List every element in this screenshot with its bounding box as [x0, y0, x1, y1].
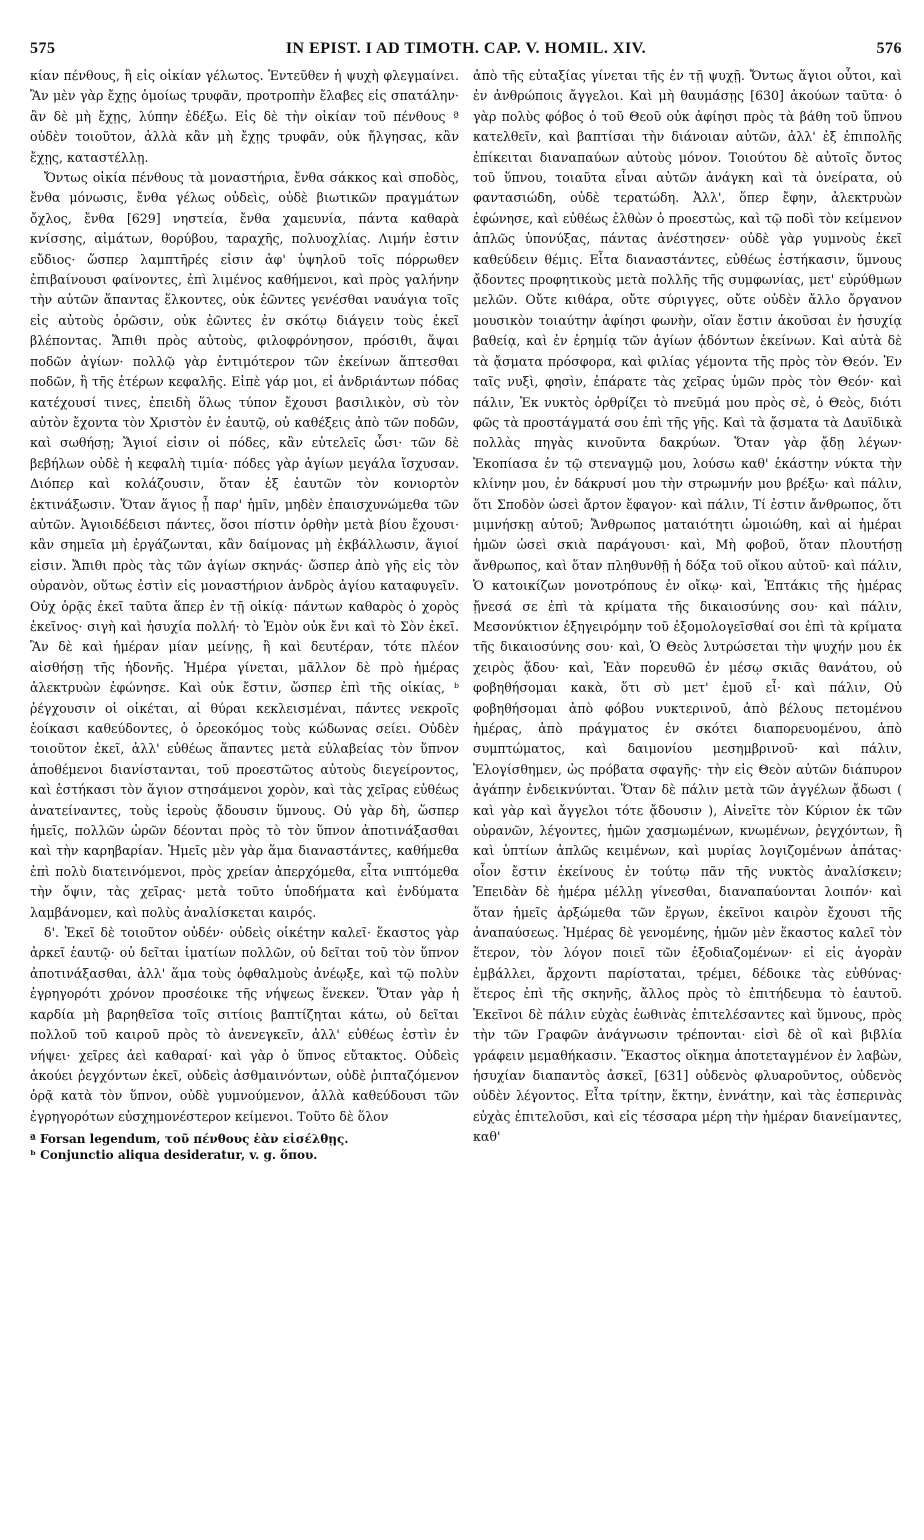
left-paragraph-1: κίαν πένθους, ἢ εἰς οἰκίαν γέλωτος. Ἐντεῦθεν ἡ ψυχὴ φλεγμαίνει. Ἂν μὲν γὰρ ἔχῃς ὁμοίως τρυφᾶν, προτροπὴν ἔλαβες εἰς σπατάλην· ἂν δὲ μὴ ἔχῃς, λύπην ἐδέξω. Εἰς δὲ τὴν οἰκίαν τοῦ πένθους ª οὐδὲν τοιοῦτον, ἀλλὰ κἂν μὴ ἔχῃς τρυφᾶν, οὐκ ἤλγησας, κἂν ἔχῃς, καταστέλλῃ. [30, 68, 459, 165]
page-number-left: 575 [30, 40, 56, 57]
page-number-right: 576 [876, 40, 902, 57]
right-paragraph-1: ἀπὸ τῆς εὐταξίας γίνεται τῆς ἐν τῇ ψυχῇ. Ὄντως ἅγιοι οὗτοι, καὶ ἐν ἀνθρώποις ἄγγελοι. Καὶ μὴ θαυμάσῃς [630] ἀκούων ταῦτα· ὁ γὰρ πολὺς φόβος ὁ τοῦ Θεοῦ οὐκ ἀφίησι πρὸς τὰ βάθη τοῦ ὕπνου κατελθεῖν, καὶ βαπτίσαι τὴν διάνοιαν αὐτῶν, ἀλλ' ἐξ ἐπιπολῆς ἐπίκειται διαναπαύων αὐτοὺς μόνον. Τοιούτου δὲ αὐτοῖς ὄντος τοῦ ὕπνου, τοιαῦτα εἶναι αὐτῶν ἀνάγκη καὶ τὰ ὀνείρατα, οὐ φαντασιώδη, οὐδὲ τερατώδη. Ἀλλ', ὅπερ ἔφην, ἀλεκτρυὼν ἐφώνησε, καὶ εὐθέως ἐλθὼν ὁ προεστὼς, καὶ τῷ ποδὶ τὸν κείμενον ἁπλῶς ὑπονύξας, πάντας ἀνέστησεν· οὐδὲ γὰρ γυμνοὺς ἐκεῖ καθεύδειν θέμις. Εἶτα διαναστάντες, εὐθέως ἑστήκασιν, ὕμνους ᾄδοντες προφητικοὺς μετὰ πολλῆς τῆς συμφωνίας, μετ' εὐρύθμων μελῶν. Οὔτε κιθάρα, οὔτε σύριγγες, οὔτε οὐδὲν ἄλλο ὄργανον μουσικὸν τοιαύτην ἀφίησι φωνὴν, οἵαν ἔστιν ἀκοῦσαι ἐν ἡσυχίᾳ βαθείᾳ, καὶ ἐν ἐρημίᾳ τῶν ἁγίων ᾀδόντων ἐκείνων. Καὶ αὐτὰ δὲ τὰ ᾄσματα πρόσφορα, καὶ φιλίας γέμοντα τῆς πρὸς τὸν Θεόν. Ἐν ταῖς νυξὶ, φησὶν, ἐπάρατε τὰς χεῖρας ὑμῶν πρὸς τὸν Θεόν· καὶ πάλιν, Ἐκ νυκτὸς ὀρθρίζει τὸ πνεῦμά μου πρὸς σὲ, ὁ Θεὸς, διότι φῶς τὰ προστάγματά σου ἐπὶ τῆς γῆς. Καὶ τὰ ᾄσματα τὰ Δαυϊδικὰ πολλὰς πηγὰς κινοῦντα δακρύων. Ὅταν γὰρ ᾄδῃ λέγων· Ἐκοπίασα ἐν τῷ στεναγμῷ μου, λούσω καθ' ἑκάστην νύκτα τὴν κλίνην μου, ἐν δάκρυσί μου τὴν στρωμνήν μου βρέξω· καὶ πάλιν, ὅτι Σποδὸν ὡσεὶ ἄρτον ἔφαγον· καὶ πάλιν, Τί ἐστιν ἄνθρωπος, ὅτι μιμνήσκῃ αὐτοῦ; Ἄνθρωπος ματαιότητι ὡμοιώθη, καὶ αἱ ἡμέραι ἡμῶν ὡσεὶ σκιὰ παράγουσι· καὶ, Μὴ φοβοῦ, ὅταν πλουτήσῃ ἄνθρωπος, καὶ ὅταν πληθυνθῇ ἡ δόξα τοῦ οἴκου αὐτοῦ· καὶ πάλιν, Ὁ κατοικίζων μονοτρόπους ἐν οἴκῳ· καὶ, Ἑπτάκις τῆς ἡμέρας ᾔνεσά σε ἐπὶ τὰ κρίματα τῆς δικαιοσύνης σου· καὶ πάλιν, Μεσονύκτιον ἐξηγειρόμην τοῦ ἐξομολογεῖσθαί σοι ἐπὶ τὰ κρίματα τῆς δικαιοσύνης σου· καὶ, Ὁ Θεὸς λυτρώσεται τὴν ψυχήν μου ἐκ χειρὸς ᾅδου· καὶ, Ἐὰν πορευθῶ ἐν μέσῳ σκιᾶς θανάτου, οὐ φοβηθήσομαι κακὰ, ὅτι σὺ μετ' ἐμοῦ εἶ· καὶ πάλιν, Οὐ φοβηθήσομαι ἀπὸ φόβου νυκτερινοῦ, ἀπὸ βέλους πετομένου ἡμέρας, ἀπὸ πράγματος ἐν σκότει διαπορευομένου, ἀπὸ συμπτώματος, καὶ δαιμονίου μεσημβρινοῦ· καὶ πάλιν, Ἐλογίσθημεν, ὡς πρόβατα σφαγῆς· τὴν εἰς Θεὸν αὐτῶν διάπυρον ἀγάπην ἐνδεικνύνται. Ὅταν δὲ πάλιν μετὰ τῶν ἀγγέλων ᾄδωσι ( καὶ γὰρ καὶ ἄγγελοι τότε ᾄδουσιν ), Αἰνεῖτε τὸν Κύριον ἐκ τῶν οὐρανῶν, λέγοντες, ἡμῶν χασμωμένων, κνωμένων, ῥεγχόντων, ἢ καὶ ὑπτίων ἁπλῶς κειμένων, καὶ μυρίας λογιζομένων ἀπάτας· οἷον ἔστιν ἐκείνους ἐν τούτῳ πᾶν τῆς νυκτὸς ἀναλίσκειν; Ἐπειδὰν δὲ ἡμέρα μέλλῃ γίνεσθαι, διαναπαύονται λοιπόν· καὶ ὅταν ἡμεῖς ἀρξώμεθα τῶν ἔργων, ἐκεῖνοι καιρὸν ἔχουσι τῆς ἀναπαύσεως. Ἡμέρας δὲ γενομένης, ἡμῶν μὲν ἕκαστος καλεῖ τὸν ἕτερον, τὸν λόγον ποιεῖ τῶν ἐξοδιαζομένων· εἰ εἰς ἀγορὰν ἐμβάλλει, ἄρχοντι παρίσταται, τρέμει, δέδοικε τὰς εὐθύνας· ἕτερος ἐπὶ τῆς σκηνῆς, ἄλλος πρὸς τὸ ἐπιτήδευμα τὸ ἑαυτοῦ. Ἐκεῖνοι δὲ πάλιν εὐχὰς ἑωθινὰς ἐπιτελέσαντες καὶ ὕμνους, πρὸς τὴν τῶν Γραφῶν ἀνάγνωσιν τρέπονται· εἰσὶ δὲ οἳ καὶ βιβλία γράφειν μεμαθήκασιν. Ἕκαστος οἴκημα ἀποτεταγμένον ἐν λαβὼν, ἡσυχίαν διαπαντὸς ἀσκεῖ, [631] οὐδενὸς φλυαροῦντος, οὐδενὸς οὐδὲν λέγοντος. Εἶτα τρίτην, ἕκτην, ἐννάτην, καὶ τὰς ἑσπερινὰς εὐχὰς ἐπιτελοῦσι, καὶ εἰς τέσσαρα μέρη τὴν ἡμέραν διανείμαντες, καθ' [473, 68, 902, 1145]
running-title: IN EPIST. I AD TIMOTH. CAP. V. HOMIL. XIV. [285, 40, 647, 57]
running-header [30, 40, 902, 58]
left-column [30, 66, 459, 1521]
footnotes [30, 1131, 459, 1163]
right-column [473, 66, 902, 1521]
footnote-a: ª Forsan legendum, τοῦ πένθους ἐὰν εἰσέλθῃς. [30, 1132, 349, 1147]
left-paragraph-3: δ'. Ἐκεῖ δὲ τοιοῦτον οὐδέν· οὐδεὶς οἰκέτην καλεῖ· ἕκαστος γὰρ ἀρκεῖ ἑαυτῷ· οὐ δεῖται ἱματίων πολλῶν, οὐ δεῖται τοῦ τὸν ὕπνον ἀποτινάξασθαι, ἀλλ' ἅμα τοὺς ὀφθαλμοὺς ἀνέῳξε, καὶ τῷ πολὺν ἐγρηγορότι χρόνον προσέοικε τῆς νήψεως ἕνεκεν. Ὅταν γὰρ ἡ καρδία μὴ βαρηθεῖσα τοῖς σιτίοις βαπτίζηται κάτω, οὐ δεῖται πολλοῦ τοῦ καιροῦ πρὸς τὸ ἀνενεγκεῖν, ἀλλ' εὐθέως ἐστὶν ἐν νήψει· χεῖρες ἀεὶ καθαραί· καὶ γὰρ ὁ ὕπνος εὔτακτος. Οὐδεὶς ἀκούει ῥεγχόντων ἐκεῖ, οὐδεὶς ἀσθμαινόντων, οὐδὲ ῥιπταζόμενον ὁρᾷ κατὰ τὸν ὕπνον, οὐδὲ γυμνούμενον, ἀλλὰ καθεύδουσι τῶν ἐγρηγορότων εὐσχημονέστερον κείμενοι. Τοῦτο δὲ ὅλον [30, 925, 459, 1124]
text-columns [30, 66, 902, 1521]
footnote-b: ᵇ Conjunctio aliqua desideratur, v. g. ὅπου. [30, 1148, 318, 1163]
left-paragraph-2: Ὄντως οἰκία πένθους τὰ μοναστήρια, ἔνθα σάκκος καὶ σποδὸς, ἔνθα μόνωσις, ἔνθα γέλως οὐδεὶς, οὐδὲ βιωτικῶν πραγμάτων ὄχλος, ἔνθα [629] νηστεία, ἔνθα χαμευνία, πάντα καθαρὰ κνίσσης, αἱμάτων, θορύβου, ταραχῆς, πολυοχλίας. Λιμήν ἐστιν εὔδιος· ὥσπερ λαμπτῆρές εἰσιν ἀφ' ὑψηλοῦ τοῖς πόρρωθεν ἐπιβαίνουσι φαίνοντες, ἐπὶ λιμένος καθήμενοι, καὶ πρὸς γαλήνην τὴν αὐτῶν ἅπαντας ἕλκοντες, οὐκ ἐῶντες γενέσθαι ναυάγια τοῖς εἰς αὐτοὺς ὁρῶσιν, οὐκ ἐῶντες ἐν σκότῳ διάγειν τοὺς ἐκεῖ βλέποντας. Ἄπιθι πρὸς αὐτοὺς, φιλοφρόνησον, πρόσιθι, ἅψαι ποδῶν ἁγίων· πολλῷ γὰρ ἐντιμότερον τῶν ἐκείνων ἅπτεσθαι ποδῶν, ἢ τῆς ἑτέρων κεφαλῆς. Εἰπὲ γάρ μοι, εἰ ἀνδριάντων πόδας κατέχουσί τινες, ἐπειδὴ ὅλως τύπον ἔχουσι βασιλικὸν, σὺ τὸν αὐτὸν ἔχοντα τὸν Χριστὸν ἐν ἑαυτῷ, οὐ καθέξεις ἀπὸ τῶν ποδῶν, καὶ σωθήσῃ; Ἅγιοί εἰσιν οἱ πόδες, κἂν εὐτελεῖς ὦσι· τῶν δὲ βεβήλων οὐδὲ ἡ κεφαλὴ τιμία· πόδες γὰρ ἁγίων μεγάλα ἴσχυσαν. Διόπερ καὶ κολάζουσιν, ὅταν ἐξ ἑαυτῶν τὸν κονιορτὸν ἐκτινάξωσιν. Ὅταν ἅγιος ᾖ παρ' ἡμῖν, μηδὲν ἐπαισχυνώμεθα τῶν αὐτῶν. Ἁγιοιδέδεισι πάντες, ὅσοι πίστιν ὀρθὴν μετὰ βίου ἔχουσι· κἂν σημεῖα μὴ ἐργάζωνται, κἂν δαίμονας μὴ ἐκβάλλωσιν, ἅγιοί εἰσιν. Ἄπιθι πρὸς τὰς τῶν ἁγίων σκηνάς· ὥσπερ ἀπὸ γῆς εἰς τὸν οὐρανὸν, οὕτως ἐστὶν εἰς μοναστήριον ἀνδρὸς ἁγίου καταφυγεῖν. Οὐχ ὁρᾷς ἐκεῖ ταῦτα ἅπερ ἐν τῇ οἰκίᾳ· πάντων καθαρὸς ὁ χορὸς ἐκεῖνος· σιγὴ καὶ ἡσυχία πολλή· τὸ Ἐμὸν οὐκ ἔνι καὶ τὸ Σὸν ἐκεῖ. Ἂν δὲ καὶ ἡμέραν μίαν μείνῃς, ἢ καὶ δευτέραν, τότε πλέον αἰσθήσῃ τῆς ἡδονῆς. Ἡμέρα γίνεται, μᾶλλον δὲ πρὸ ἡμέρας ἀλεκτρυὼν ἐφώνησε. Καὶ οὐκ ἔστιν, ὥσπερ ἐπὶ τῆς οἰκίας, ᵇ ῥέγχουσιν οἱ οἰκέται, αἱ θύραι κεκλεισμέναι, πάντες νεκροῖς ἐοίκασι καθεύδοντες, ὁ ὀρεοκόμος τοὺς κώδωνας σείει. Οὐδὲν τοιοῦτον ἐκεῖ, ἀλλ' εὐθέως ἅπαντες μετὰ εὐλαβείας τὸν ὕπνον ἀποθέμενοι διανίστανται, τοῦ προεστῶτος αὐτοὺς διεγείροντος, καὶ ἑστήκασι τὸν ἅγιον στησάμενοι χορὸν, καὶ τὰς χεῖρας εὐθέως ἀνατείναντες, τοὺς ἱεροὺς ᾄδουσιν ὕμνους. Οὐ γὰρ δὴ, ὥσπερ ἡμεῖς, πολλῶν ὡρῶν δέονται πρὸς τὸ τὸν ὕπνον ἀποτινάξασθαι καὶ τὴν καρηβαρίαν. Ἡμεῖς μὲν γὰρ ἅμα διαναστάντες, καθήμεθα ἐπὶ πολὺ διατεινόμενοι, πρὸς χρείαν ἀπερχόμεθα, εἶτα νιπτόμεθα τὴν ὄψιν, τὰς χεῖρας· μετὰ τοῦτο ὑποδήματα καὶ ἐνδύματα λαμβάνομεν, καὶ πολὺς ἀναλίσκεται καιρός. [30, 170, 459, 920]
